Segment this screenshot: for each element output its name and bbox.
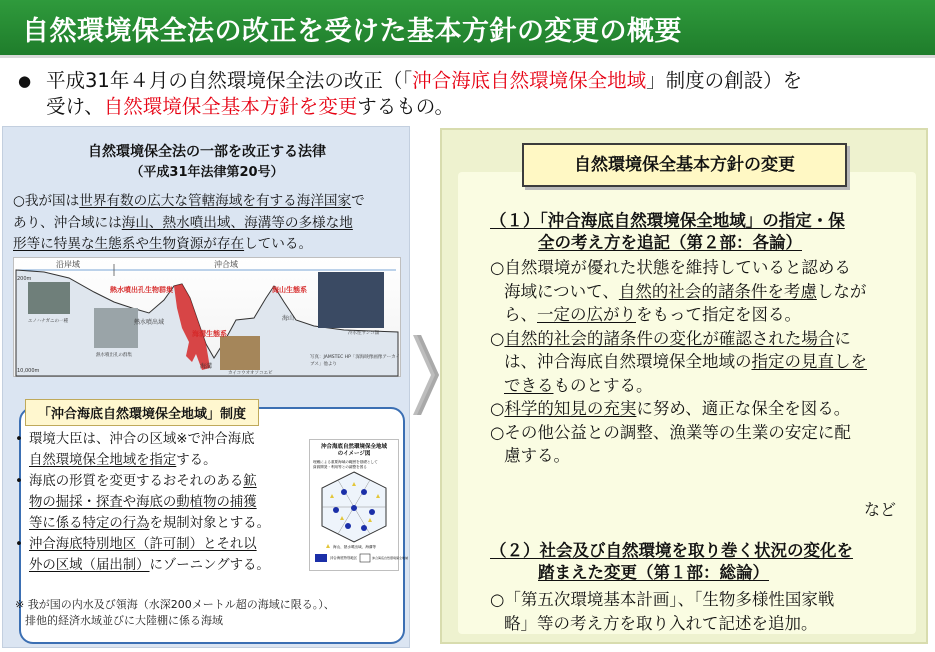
legend-feature-label: 海山、熱水噴出域、海溝等	[333, 545, 377, 549]
intro-text	[18, 68, 923, 120]
diagram-title-1: 沖合海底自然環境保全地域	[320, 444, 388, 450]
section-1-heading: （１）「沖合海底自然環境保全地域」の指定・保 全の考え方を追記（第２部：各論）	[490, 211, 845, 252]
seamount-eco-label: 海山生態系	[272, 286, 307, 294]
section-2-heading: （２）社会及び自然環境を取り巻く状況の変化を 踏まえた変更（第１部：総論）	[490, 541, 853, 582]
photo-credit-line-2: ブス」他より	[310, 362, 337, 367]
law-subheading: （平成31年法律第20号）	[130, 165, 284, 180]
trench-eco-label: 海溝生態系	[192, 330, 227, 338]
diagram-title-2: のイメージ図	[337, 451, 371, 457]
system-box-title: 「沖合海底自然環境保全地域」制度	[25, 399, 259, 426]
photo-credit-line-1: 写真：JAMSTEC HP「深海映像画像アーカイ	[310, 355, 400, 360]
vent-caption: 熱水噴出孔の群集	[96, 353, 132, 358]
system-bullet-1: • 環境大臣は、沖合の区域※で沖合海底 自然環境保全地域を指定する。	[11, 429, 311, 471]
left-panel	[2, 126, 410, 648]
intro-highlight-policy: 自然環境保全基本方針を変更	[103, 95, 358, 118]
law-paragraph: ○我が国は世界有数の広大な管轄海域を有する海洋国家で あり、沖合域には海山、熱水噴出域、海溝等の多様な地 形等に特異な生態系や生物資源が存在している。	[13, 193, 365, 252]
coral-caption: 冷水性サンゴ類	[348, 331, 380, 336]
ocean-cross-section-illustration	[13, 257, 401, 377]
title-bar	[0, 0, 935, 58]
legend-special-label: 沖合海底特別地区	[330, 556, 358, 560]
offshore-label: 沖合域	[214, 260, 238, 269]
amphipod-caption: カイコウオオソコエビ	[228, 371, 273, 376]
law-heading: 自然環境保全法の一部を改正する法律	[88, 144, 326, 160]
amphipod-photo	[220, 336, 260, 370]
system-bullet-3: • 沖合海底特別地区（許可制）とそれ以 外の区域（届出制）にゾーニングする。	[11, 534, 311, 576]
system-bullet-2: • 海底の形質を変更するおそれのある鉱 物の掘採・探査や海底の動植物の捕獲 等に係る特定の行為を規制対象とする。	[11, 471, 311, 534]
crab-caption: ユノハナガニの一種	[28, 319, 69, 324]
right-panel-title: 自然環境保全基本方針の変更	[522, 143, 847, 187]
page-title: 自然環境保全法の改正を受けた基本方針の変更の概要	[22, 16, 682, 47]
legend-area-label: 沖合海底自然環境保全地域	[372, 556, 409, 560]
trench-label: 海溝	[200, 363, 213, 370]
seamount-label: 海山	[282, 315, 295, 322]
section-2-body: ○「第五次環境基本計画」、「生物多様性国家戦 略」等の考え方を取り入れて記述を追加。	[490, 590, 835, 633]
intro-line-2: 受け、自然環境保全基本方針を変更するもの。	[46, 95, 454, 118]
depth-10000-label: 10,000m	[17, 368, 40, 374]
coral-photo	[318, 272, 384, 328]
crab-photo	[28, 282, 70, 314]
intro-highlight-area: 沖合海底自然環境保全地域	[412, 69, 647, 92]
bullet-icon: ●	[18, 72, 32, 90]
hydrothermal-field-label: 熱水噴出域	[134, 319, 165, 326]
footnote: ※ 我が国の内水及び領海（水深200メートル超の海域に限る。）、 排他的経済水域並びに大陸棚に係る海域	[15, 598, 335, 627]
seafloor-illustration	[14, 258, 400, 376]
zoning-diagram-graphic	[310, 440, 409, 570]
diagram-desc-1: 埋蔵による重要海域の範囲を基礎として	[313, 460, 378, 464]
depth-200-label: 200m	[17, 276, 32, 282]
diagram-desc-2: 資源開発・利用等との調整を図る	[313, 465, 367, 469]
system-bullets	[11, 429, 311, 576]
right-arrow-icon	[413, 335, 439, 419]
vent-photo	[94, 308, 138, 348]
right-panel	[440, 128, 928, 644]
intro-line-1: 平成31年４月の自然環境保全法の改正（「沖合海底自然環境保全地域」制度の創設）を	[46, 69, 803, 92]
coastal-label: 沿岸域	[56, 260, 80, 269]
right-panel-body	[458, 172, 916, 634]
etc-label: など	[864, 500, 897, 519]
hydrothermal-label: 熱水噴出孔生物群集	[110, 286, 173, 294]
zoning-image-diagram	[309, 439, 409, 571]
section-1-body: ○自然環境が優れた状態を維持していると認める 海域について、自然的社会的諸条件を考慮しなが ら、一定の広がりをもって指定を図る。 ○自然的社会的諸条件の変化が確認された場合に は、沖合海底自然環境保全地域の指定の見直しを できるものとする。 ○科学的知見の充実に努め、適正な保全を図る。 ○その他公益との調整、漁業等の生業の安定に配 慮する。	[490, 258, 867, 465]
